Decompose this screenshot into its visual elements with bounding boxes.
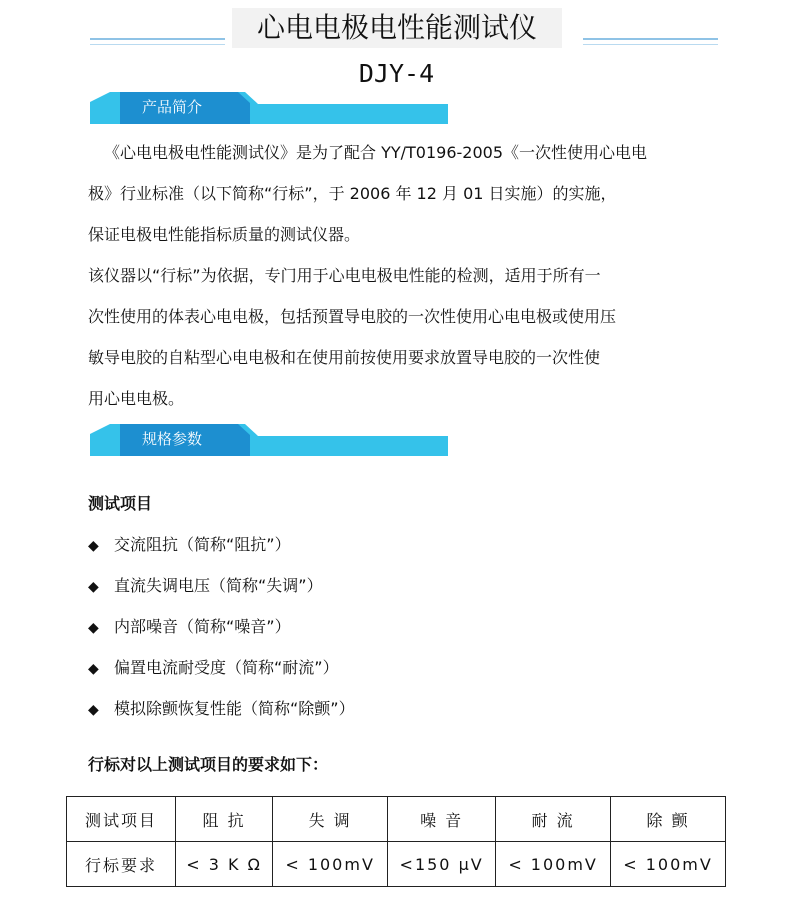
intro-line: 敏导电胶的自粘型心电电极和在使用前按使用要求放置导电胶的一次性使	[88, 348, 601, 367]
table-cell: < 100mV	[611, 842, 726, 887]
requirements-table	[66, 796, 726, 887]
diamond-bullet-icon: ◆	[88, 702, 99, 718]
intro-paragraph	[88, 132, 708, 419]
test-items-heading: 测试项目	[88, 494, 153, 513]
list-item-text: 直流失调电压（简称“失调”）	[114, 576, 323, 595]
intro-line: 该仪器以“行标”为依据，专门用于心电电极电性能的检测，适用于所有一	[88, 266, 601, 285]
intro-line: 用心电电极。	[88, 389, 185, 408]
list-item-text: 偏置电流耐受度（简称“耐流”）	[114, 658, 339, 677]
list-item	[88, 574, 355, 615]
title-rule-right-top	[583, 38, 718, 40]
section-label-intro: 产品简介	[141, 98, 202, 116]
section-banner-specs	[90, 424, 448, 456]
model-number: DJY-4	[358, 59, 435, 88]
list-item-text: 模拟除颤恢复性能（简称“除颤”）	[114, 699, 355, 718]
list-item	[88, 656, 355, 697]
table-cell: 阻 抗	[176, 797, 273, 842]
title-rule-left-top	[90, 38, 225, 40]
table-header-row	[67, 797, 726, 842]
table-row	[67, 842, 726, 887]
table-cell: 噪 音	[388, 797, 496, 842]
title-rule-left-bottom	[90, 44, 225, 45]
table-cell: < 100mV	[273, 842, 388, 887]
intro-line: 极》行业标准（以下简称“行标”，于 2006 年 12 月 01 日实施）的实施，	[88, 184, 617, 203]
table-cell: < 3 K Ω	[176, 842, 273, 887]
table-cell: <150 μV	[388, 842, 496, 887]
intro-line: 次性使用的体表心电电极，包括预置导电胶的一次性使用心电电极或使用压	[88, 307, 617, 326]
diamond-bullet-icon: ◆	[88, 661, 99, 677]
diamond-bullet-icon: ◆	[88, 538, 99, 554]
diamond-bullet-icon: ◆	[88, 620, 99, 636]
diamond-bullet-icon: ◆	[88, 579, 99, 595]
intro-line: 《心电电极电性能测试仪》是为了配合 YY/T0196-2005《一次性使用心电电	[104, 143, 648, 162]
table-cell: 除 颤	[611, 797, 726, 842]
list-item	[88, 697, 355, 738]
title-rule-right-bottom	[583, 44, 718, 45]
list-item-text: 内部噪音（简称“噪音”）	[114, 617, 291, 636]
list-item-text: 交流阻抗（简称“阻抗”）	[114, 535, 291, 554]
requirements-heading: 行标对以上测试项目的要求如下：	[88, 755, 329, 774]
table-cell: 行标要求	[67, 842, 176, 887]
section-banner-intro	[90, 92, 448, 124]
test-items-list	[88, 533, 355, 738]
table-cell: 测试项目	[67, 797, 176, 842]
section-label-specs: 规格参数	[141, 430, 202, 448]
table-cell: 失 调	[273, 797, 388, 842]
intro-line: 保证电极电性能指标质量的测试仪器。	[88, 225, 361, 244]
table-cell: 耐 流	[496, 797, 611, 842]
table-cell: < 100mV	[496, 842, 611, 887]
list-item	[88, 615, 355, 656]
page-title: 心电电极电性能测试仪	[232, 8, 562, 48]
list-item	[88, 533, 355, 574]
